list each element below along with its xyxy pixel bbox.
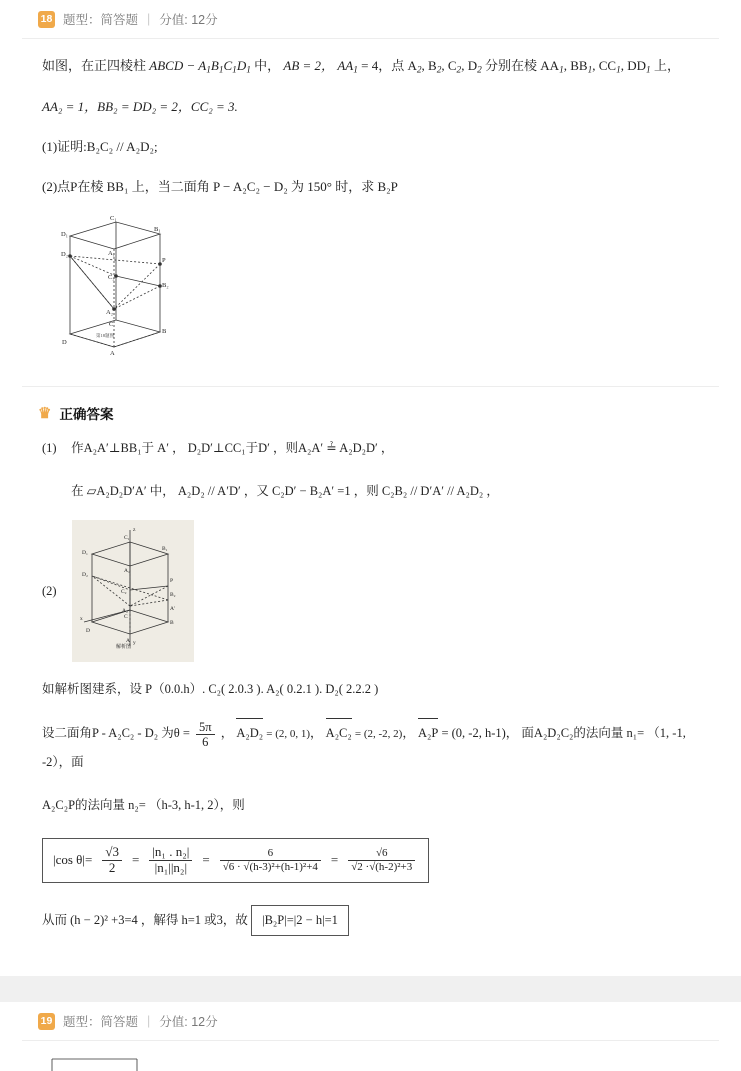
formula-f3-num: 6 [220, 847, 321, 861]
axis-y-label: y [133, 639, 136, 646]
stem-text-g: AB = 2， [283, 58, 335, 73]
dihedral-prefix: 设二面角P - A₂C₂ - D₂ 为θ = [42, 726, 190, 741]
vertex-D2: D₂ [61, 251, 68, 259]
stem-text-c: B [210, 58, 219, 73]
vertex-B1: B₁ [154, 226, 161, 234]
question-body-19 [0, 1041, 741, 1071]
figure2-caption: 解析图 [116, 644, 132, 649]
vector-A2C2-value: = (2, -2, 2) [354, 728, 403, 741]
question-body [0, 39, 741, 386]
stem-text-o: , CC [592, 58, 617, 73]
rect-prism-svg [60, 214, 195, 359]
fig2-vertex-A1: A₁ [124, 567, 130, 574]
vector-A2D2-value: = (2, 0, 1) [266, 728, 311, 741]
cos-formula-box [42, 838, 429, 883]
answer-line-2 [42, 478, 699, 504]
answer-coord-line: 如解析图建系，设 P（0.0.h）. C₂( 2.0.3 ). A₂( 0.2.1 ). D₂( 2.2.2 ) [42, 682, 379, 697]
question-score-label-19: 分值: 12分 [159, 1015, 218, 1030]
question-type-label-19: 题型：简答题 [63, 1015, 139, 1030]
normal1-suffix: ，面 [58, 755, 84, 770]
fig2-vertex-B2: B₂ [170, 591, 176, 598]
vertex-A: A [110, 350, 115, 358]
stem-line-2: AA₂ = 1，BB₂ = DD₂ = 2，CC₂ = 3. [42, 99, 238, 115]
conclusion-mid: ，解得 h=1 或3，故 [140, 912, 248, 927]
normal1-prefix: 面A₂D₂C₂的法向量 n₁= [521, 726, 645, 741]
fig2-vertex-D2: D₂ [82, 571, 88, 578]
answer-title: 正确答案 [59, 407, 114, 423]
question-type-label: 题型：简答题 [63, 13, 139, 27]
formula-eq-1: = [131, 852, 140, 868]
answer-conclusion-line [42, 901, 699, 941]
fig2-vertex-D: D [86, 627, 90, 634]
answer-dihedral-line: 设二面角P - A₂C₂ - D₂ 为θ = $\frac{5\pi}{6}$ ， A₂D₂ = (2, 0, 1)， A₂C₂ = (2, -2, 2)， A₂P = (0, -2, h-1)， 面A₂D₂C₂的法向量 n₁= （1, -1, -2），面 [42, 719, 686, 770]
stem-text-j: , B [421, 58, 437, 73]
normal1-value: （1, -1, -2） [42, 726, 686, 770]
medal-icon: ♛ [38, 404, 52, 422]
question-part-2: (2)点P在棱 BB₁ 上，当二面角 P − A₂C₂ − D₂ 为 150° 时，求 B₂P [42, 179, 398, 195]
normal2-prefix: A₂C₂P的法向量 n₂= [42, 797, 146, 812]
stem-text-i: = 4，点 A [357, 58, 417, 73]
formula-f1-den: 2 [108, 859, 116, 875]
answer-line-1 [42, 435, 699, 461]
formula-f2-den: |n₁||n₂| [154, 859, 188, 875]
formula-eq-2: = [202, 852, 210, 868]
vector-A2C2-label: A₂C₂ [326, 718, 352, 746]
vertex-D: D [62, 339, 67, 347]
stem-text-k: , C [441, 58, 457, 73]
stem-text-a: 如图，在正四棱柱 [42, 58, 150, 73]
vertex-C1: C₁ [110, 215, 117, 223]
question-part-1: (1)证明:B₂C₂ // A₂D₂; [42, 139, 158, 155]
answer-line1-text: 作A₂A′⊥BB₁于 A′ ， D₂D′⊥CC₁于D′ ，则A₂A′ ≟ A₂D₂D′ ， [71, 441, 394, 456]
fig2-vertex-C1: C₁ [124, 534, 130, 541]
vertex-A1: A₁ [108, 250, 115, 258]
answer-line2-text: 在 ▱A₂D₂D′A′ 中， A₂D₂ // A′D′ ，又 C₂D′ − B₂A′ =1 ，则 C₂B₂ // D′A′ // A₂D₂ ， [71, 483, 499, 498]
formula-fraction-2 [149, 845, 192, 876]
analysis-figure-wrap [42, 520, 699, 662]
fig2-vertex-D1: D₁ [82, 549, 88, 556]
question-card-19 [0, 1002, 741, 1071]
header-separator-19: | [147, 1014, 151, 1029]
vertex-P: P [162, 257, 166, 265]
formula-f3-den: √6 · √(h-3)²+(h-1)²+4 [222, 860, 318, 873]
header-separator: | [147, 12, 151, 26]
stem-line-1: 如图，在正四棱柱 ABCD − $A_1B_1C_1D_1$ 中， AB = 2， $AA_1 = 4$，点 $A_2$, $B_2$, $C_2$, $D_2$ 分别在棱 $AA_1$, $BB_1$, $CC_1$, $DD_1$ 上， [42, 58, 680, 76]
conclusion-boxed-result: |B₂P|=|2 − h|=1 [251, 905, 349, 937]
formula-f2-num: |n₁ . n₂| [149, 845, 192, 861]
formula-f4-den: √2 ·√(h-2)²+3 [351, 860, 413, 873]
partial-figure-19 [42, 1053, 152, 1071]
figure-caption: 第18题图 [96, 333, 114, 339]
stem-text-l: , D [461, 58, 478, 73]
stem-text-b: ABCD − A [149, 58, 207, 73]
answer-part1-label: (1) [42, 441, 57, 456]
answer-normal2-line [42, 792, 699, 818]
formula-f4-num: √6 [348, 847, 415, 861]
question-number-badge-19: 19 [38, 1013, 55, 1030]
analysis-figure [72, 520, 194, 662]
stem-text-d: C [223, 58, 233, 73]
formula-f1-num: √3 [102, 845, 122, 861]
conclusion-equation: (h − 2)² +3=4 [70, 912, 138, 927]
fig2-vertex-Aprime: A′ [170, 605, 176, 612]
answer-part2-label: (2) [42, 583, 57, 598]
stem-text-q: 上， [650, 58, 680, 73]
fig2-vertex-B: B [170, 619, 174, 626]
fig2-vertex-B1: B₁ [162, 545, 168, 552]
stem-text-f: 中， [250, 58, 281, 73]
dihedral-frac-den: 6 [202, 734, 209, 749]
answer-body [0, 429, 741, 976]
cos-formula-row [53, 845, 418, 876]
vector-A2D2-label: A₂D₂ [236, 718, 263, 746]
stem-text-p: , DD [620, 58, 647, 73]
vector-A2P-label: A₂P [418, 718, 438, 746]
question-header [0, 0, 741, 38]
formula-eq-3: = [330, 852, 339, 868]
vertex-B2: B₂ [162, 282, 169, 290]
stem-text-n: , BB [563, 58, 588, 73]
card-gap [0, 976, 741, 1002]
stem-text-e: D [236, 58, 247, 73]
vertex-C2: C₂ [108, 274, 115, 282]
stem-text-m: 分别在棱 AA [481, 58, 560, 73]
conclusion-prefix: 从而 [42, 912, 68, 927]
question-score-label: 分值: 12分 [159, 13, 218, 27]
normal2-value: （h-3, h-1, 2） [148, 797, 220, 812]
dihedral-frac-num: 5π [196, 720, 215, 735]
question-number-badge: 18 [38, 11, 55, 28]
analysis-figure-svg [78, 524, 188, 649]
question-header-19 [0, 1002, 741, 1040]
formula-fraction-4 [348, 847, 415, 873]
fig2-vertex-P: P [170, 577, 174, 584]
fig2-vertex-A2: A₂ [122, 607, 128, 614]
fig2-vertex-C: C [124, 613, 128, 620]
vector-A2P-value: = (0, -2, h-1) [441, 726, 506, 741]
stem-text-h: AA [337, 58, 354, 73]
fig2-vertex-A: A [126, 637, 130, 644]
answer-header [0, 387, 741, 429]
vertex-D1: D₁ [61, 231, 68, 239]
formula-fraction-1 [102, 845, 122, 876]
formula-fraction-3 [220, 847, 321, 873]
fig2-vertex-C2: C₂ [121, 588, 127, 595]
rect-prism-figure [60, 214, 699, 368]
vertex-A2: A₂ [106, 309, 113, 317]
axis-z-label: z [133, 526, 136, 533]
axis-x-label: x [80, 615, 83, 622]
vertex-C: C [109, 321, 114, 329]
dihedral-fraction [196, 720, 215, 750]
formula-lhs: |cos θ|= [53, 852, 93, 868]
normal2-suffix: ，则 [219, 797, 245, 812]
vertex-B: B [162, 328, 167, 336]
